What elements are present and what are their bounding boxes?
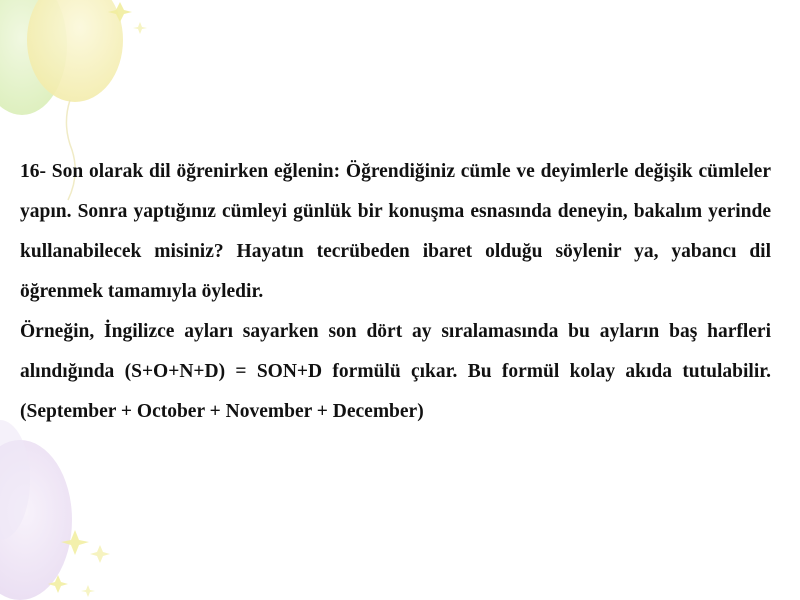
paragraph-example: Örneğin, İngilizce ayları sayarken son dört ay sıralamasında bu ayların baş harfleri alındığında (S+O+N+D) = SON+D formülü çıkar. Bu formül kolay akıda tutulabilir. (September + October + November + December) bbox=[20, 321, 771, 422]
slide-body bbox=[20, 152, 771, 432]
paragraph-tip-16: 16- Son olarak dil öğrenirken eğlenin: Öğrendiğiniz cümle ve deyimlerle değişik cümleler yapın. Sonra yaptığınız cümleyi günlük bir konuşma esnasında deneyin, bakalım yerinde kullanabilecek misiniz? Hayatın tecrübeden ibaret olduğu söylenir ya, yabancı dil öğrenmek tamamıyla öyledir. bbox=[20, 161, 771, 302]
